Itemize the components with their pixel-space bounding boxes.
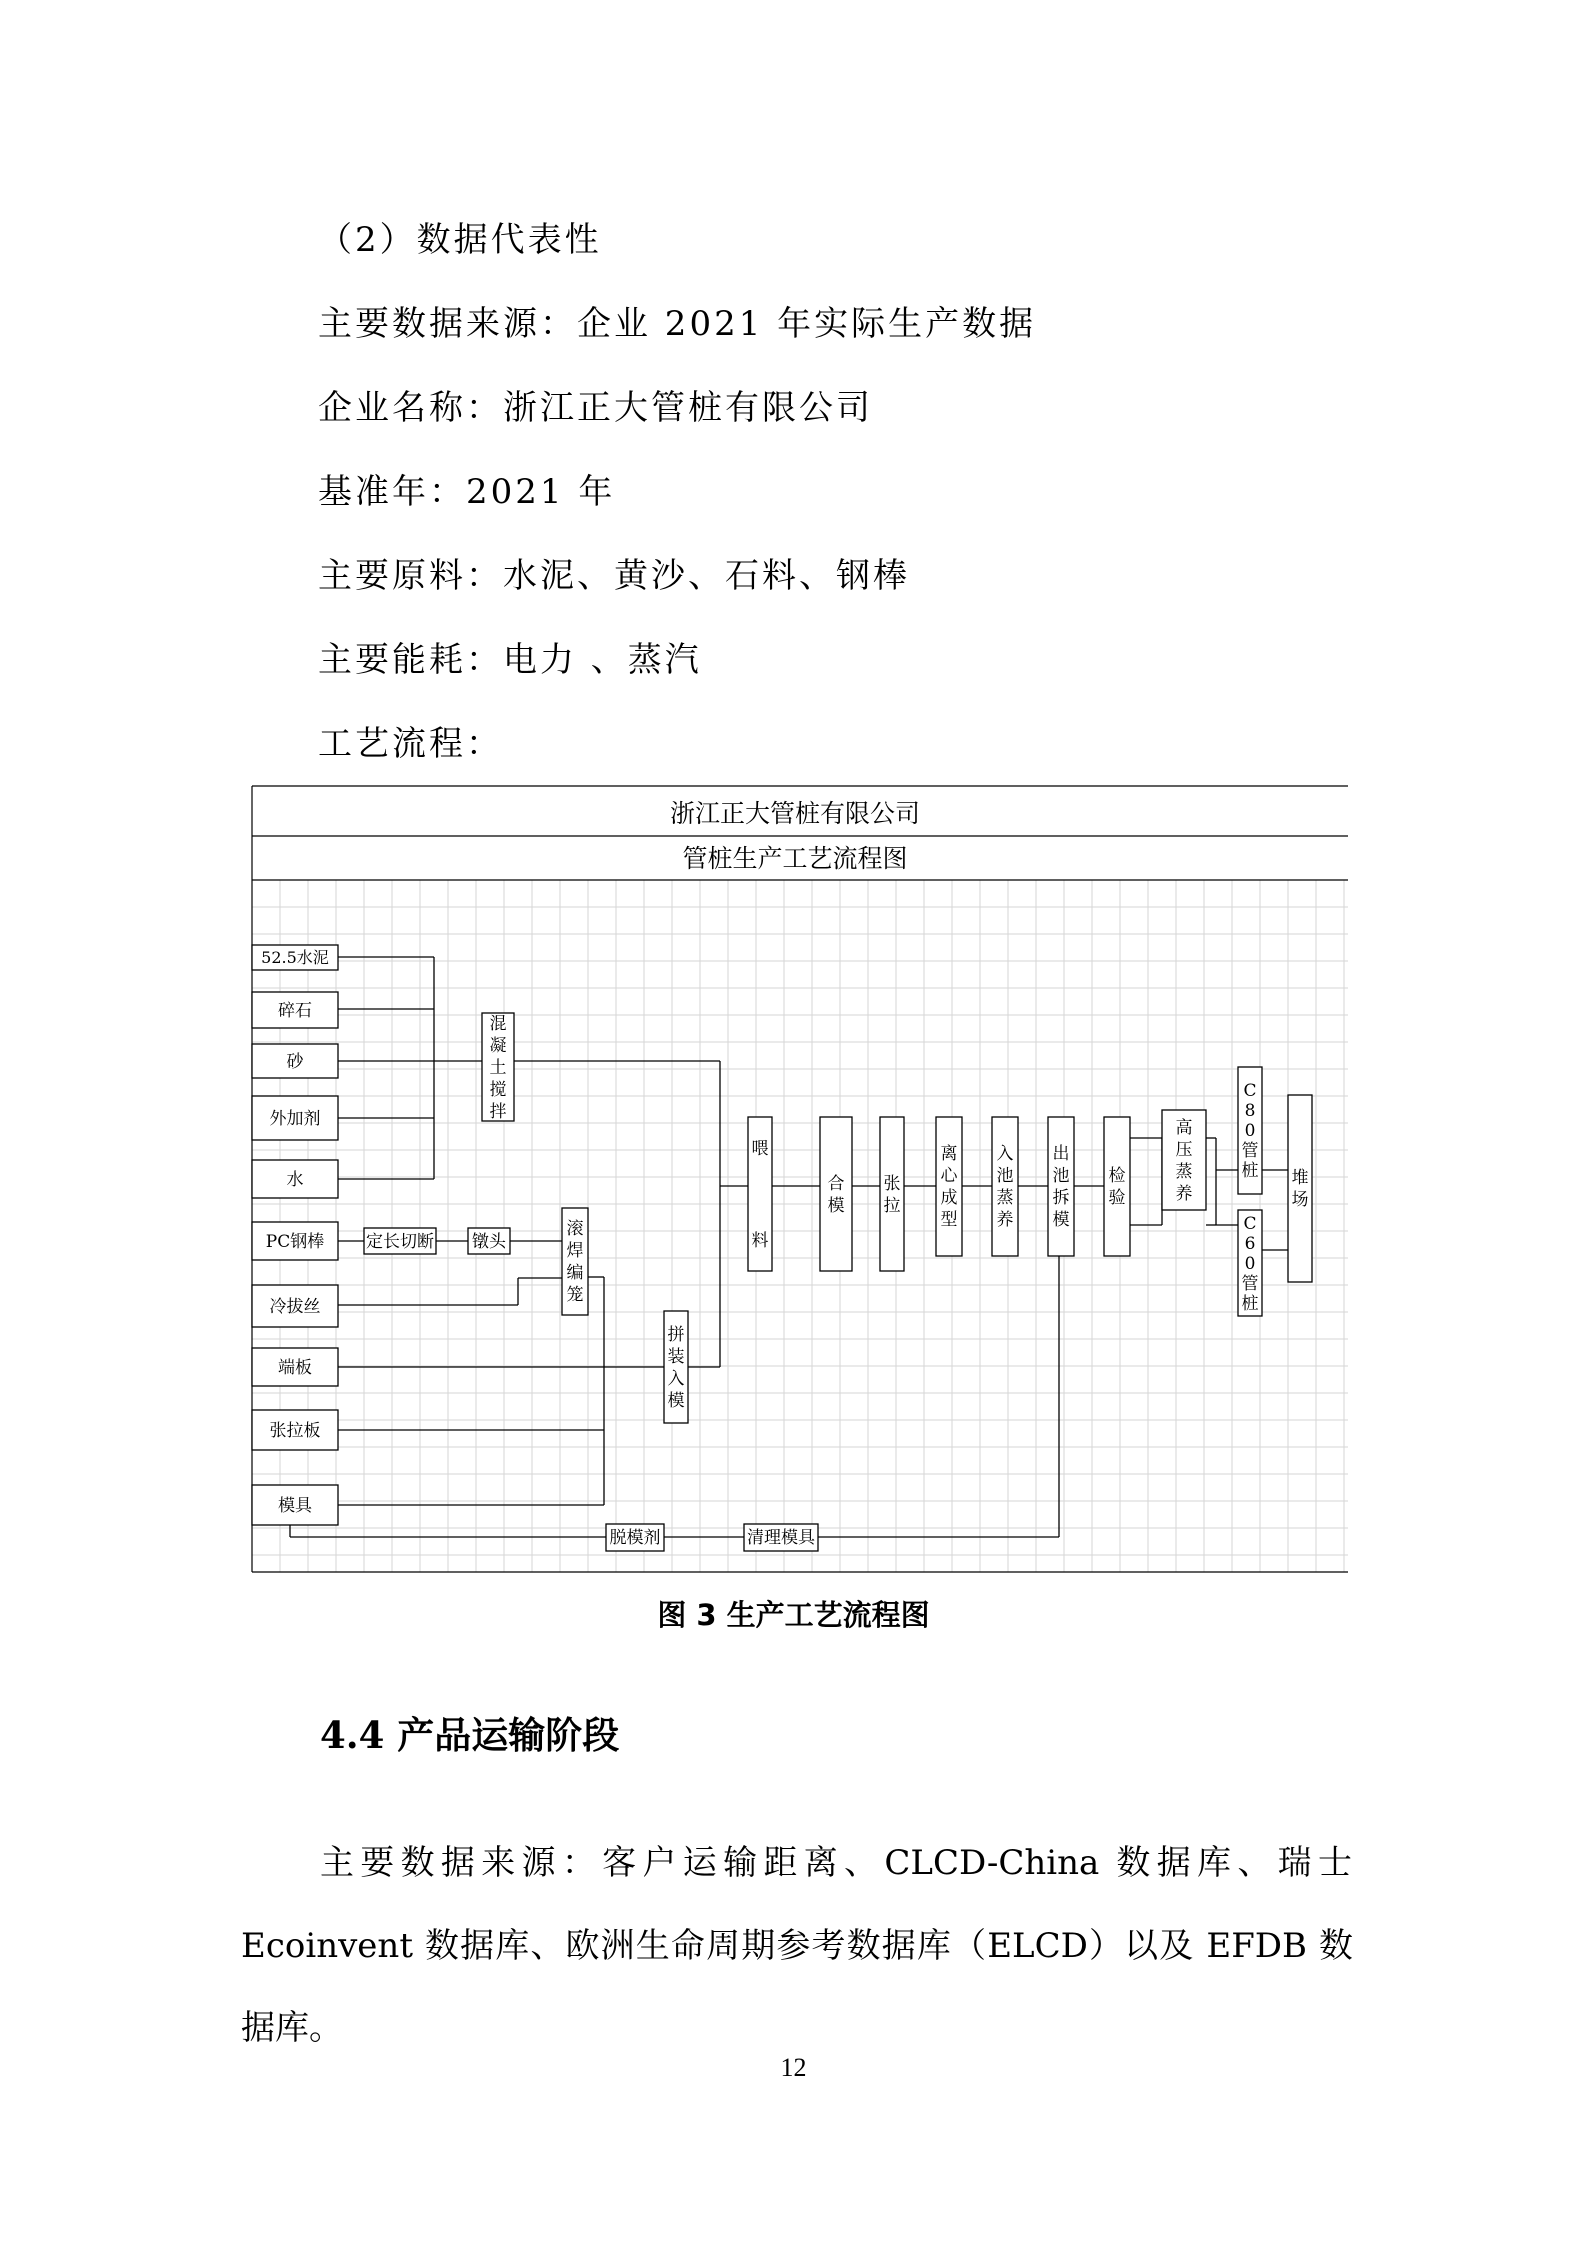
section-heading: 4.4 产品运输阶段 [320,1713,620,1757]
inspection-label: 检验 [1108,1166,1126,1208]
input-mold-label: 模具 [278,1496,312,1516]
page-number: 12 [780,2053,807,2082]
input-end-plate-label: 端板 [278,1358,312,1378]
input-cement-label: 52.5水泥 [261,948,329,967]
steam-curing-label: 入池蒸养 [996,1144,1014,1230]
section-subtitle: （2）数据代表性 [318,220,602,260]
c80-pile-label: C 8 0 管桩 [1241,1081,1259,1181]
cut-to-length-label: 定长切断 [366,1232,434,1252]
diagram-title-company: 浙江正大管桩有限公司 [669,799,921,828]
tensioning-label: 张拉 [883,1174,901,1216]
input-cold-drawn-wire-label: 冷拔丝 [269,1297,321,1317]
feeding-label-top: 喂 [751,1139,769,1159]
data-source-line: 主要数据来源：企业 2021 年实际生产数据 [318,304,1037,344]
assembly-label: 拼装入模 [667,1325,685,1411]
centrifugal-forming-label: 离心成型 [940,1144,958,1230]
raw-materials-line: 主要原料：水泥、黄沙、石料、钢棒 [318,556,910,596]
concrete-mixing-label: 混凝土搅拌 [489,1014,507,1122]
input-tension-plate-label: 张拉板 [269,1421,321,1441]
figure-caption: 图 3 生产工艺流程图 [657,1598,930,1632]
mold-closing-label: 合模 [827,1174,845,1216]
input-pc-steel-bar-label: PC钢棒 [265,1232,325,1252]
input-water-label: 水 [286,1170,304,1190]
paragraph-line-2: Ecoinvent 数据库、欧洲生命周期参考数据库（ELCD）以及 EFDB 数 [241,1926,1353,1966]
demolding-label: 出池拆模 [1052,1144,1070,1230]
process-flowchart [248,780,1348,1575]
feeding-label-bottom: 料 [751,1231,769,1251]
input-gravel-label: 碎石 [278,1001,312,1021]
paragraph-line-1: 主要数据来源：客户运输距离、CLCD-China 数据库、瑞士 [320,1843,1352,1883]
energy-line: 主要能耗：电力 、蒸汽 [318,640,702,680]
input-sand-label: 砂 [286,1052,304,1072]
storage-yard-label: 堆场 [1291,1168,1309,1210]
process-label-line: 工艺流程： [318,724,503,764]
spreadsheet-grid [252,880,1348,1572]
mold-cleaning-label: 清理模具 [747,1528,815,1548]
cage-welding-label: 滚焊编笼 [566,1219,584,1305]
autoclave-curing-label: 高压蒸养 [1175,1118,1193,1204]
upset-head-label: 镦头 [472,1232,506,1252]
company-name-line: 企业名称：浙江正大管桩有限公司 [318,388,873,428]
diagram-title-process: 管桩生产工艺流程图 [682,844,908,873]
release-agent-label: 脱模剂 [609,1528,661,1548]
c60-pile-label: C 6 0 管桩 [1241,1214,1259,1314]
paragraph-line-3: 据库。 [241,2008,343,2048]
input-admixture-label: 外加剂 [269,1109,321,1129]
base-year-line: 基准年：2021 年 [318,472,616,512]
